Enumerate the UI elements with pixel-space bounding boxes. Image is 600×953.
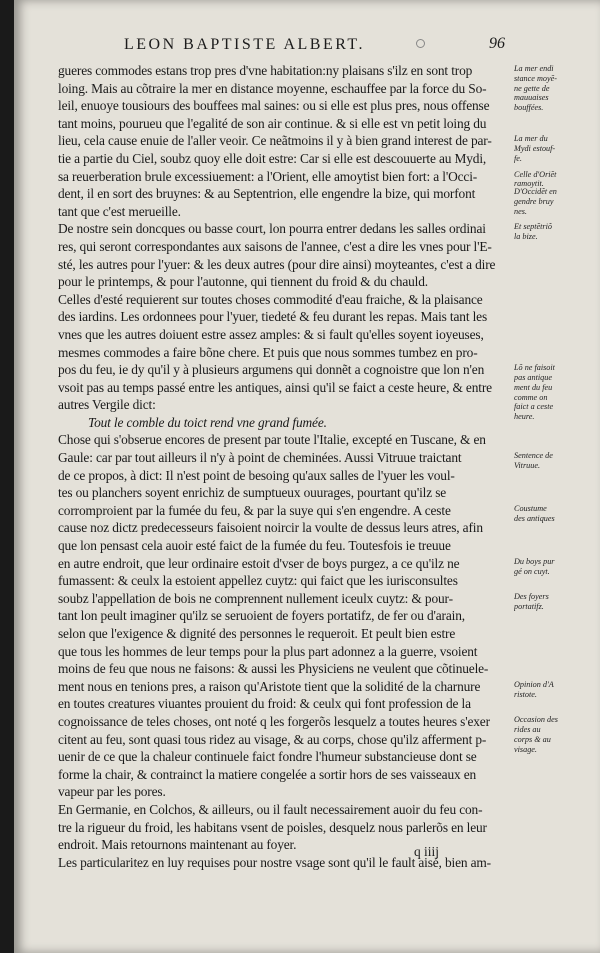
text-line: vnes que les autres doiuent estre assez amples: & si fault qu'elles soyent ioyeuses,: [58, 326, 484, 342]
text-line: Tout le comble du toict rend vne grand fumée.: [88, 414, 327, 430]
margin-note-line: portatifz.: [514, 601, 544, 611]
margin-note-line: nes.: [514, 206, 527, 216]
body-text: [58, 62, 511, 871]
margin-note-line: gendre bruy: [514, 196, 554, 206]
text-line: tie a partie du Ciel, soubz quoy elle doit estre: Car si elle est descouuerte au Mydi,: [58, 150, 487, 166]
margin-note-line: Coustume: [514, 504, 547, 513]
text-line: sa reuerberation brule excessiuement: a l'Orient, elle amoytist bien fort: a l'Occi-: [58, 168, 478, 184]
text-line: que lon pensast cela auoir esté faict de la fumée du feu. Toutesfois ie treuue: [58, 538, 451, 554]
text-line: En Germanie, en Colchos, & ailleurs, ou il fault necessairement auoir du feu con-: [58, 801, 483, 817]
margin-note-line: Vitruue.: [514, 460, 540, 470]
page-number: 96: [489, 35, 505, 52]
margin-note-line: stance moyẽ-: [514, 73, 557, 83]
margin-note-line: des antiques: [514, 513, 555, 523]
text-line: soubz l'appellation de bois ne comprennent nullement iceulx cuytz: & pour-: [58, 590, 453, 606]
ink-speck-ornament: [416, 39, 425, 48]
text-line: vapeur par les pores.: [58, 784, 166, 800]
text-line: gueres commodes estans trop pres d'vne habitation:ny plaisans s'ilz en sont trop: [58, 63, 473, 78]
margin-note: [514, 592, 598, 612]
text-line: corromproient par la fumée du feu, & par la suye qui s'en engendre. A ceste: [58, 502, 451, 518]
margin-note-line: ramoytit.: [514, 179, 544, 189]
text-line: ment nous en tenions pres, a raison qu'Aristote tient que la solidité de la charnure: [58, 678, 481, 694]
margin-note-line: comme on: [514, 392, 548, 402]
margin-note: [514, 557, 598, 577]
text-line: pour le printemps, & pour l'autonne, qui tiennent du froid & du chauld.: [58, 274, 428, 290]
margin-note: [514, 680, 598, 700]
margin-note-line: ne gette de: [514, 83, 550, 93]
text-line: moins de feu que nous ne faisons: & aussi les Physiciens ne veulent que cõtinuele-: [58, 661, 489, 677]
text-line: en toutes creatures viuantes prouient du froid: & ceulx qui font profession de la: [58, 696, 471, 712]
text-line: Gaule: car par tout ailleurs il n'y à point de cheminées. Aussi Vitruue traictant: [58, 450, 462, 466]
text-line: pos du feu, ie dy qu'il y à plusieurs argumens qui donnẽt a cognoistre que lon n'en: [58, 362, 485, 378]
text-line: forme la chair, & contrainct la matiere congelée a sortir hors de ses vaisseaux en: [58, 766, 477, 782]
margin-note: [514, 134, 598, 163]
text-line: Les particularitez en luy requises pour nostre vsage sont qu'il le fault aisé, bien am-: [58, 854, 491, 870]
text-line: De nostre sein doncques ou basse court, lon pourra entrer dedans les salles ordinai: [58, 221, 486, 237]
text-line: leil, enuoye tousiours des bouffees mal saines: ou si elle est plus pres, nous offense: [58, 98, 490, 114]
text-line: tant que c'est merueille.: [58, 203, 181, 219]
margin-note-line: bouffées.: [514, 103, 544, 113]
text-line: que tous les hommes de leur temps pour la plus part adonnez a la guerre, vsoient: [58, 643, 478, 659]
margin-note-line: Celle d'Oriẽt: [514, 169, 557, 179]
text-line: cause noz dictz predecesseurs faisoient noircir la voulte de dessus leurs atres, afin: [58, 520, 483, 536]
margin-note-line: rides au: [514, 724, 541, 734]
margin-note-line: fe.: [514, 153, 522, 163]
text-line: lieu, cela cause enuie de l'aller veoir. Ce neãtmoins il y à bien grand interest de par-: [58, 133, 492, 149]
margin-note-line: visage.: [514, 744, 537, 754]
margin-note-line: Opinion d'A: [514, 680, 554, 689]
text-line: Chose qui s'obserue encores de present par toute l'Italie, excepté en Tuscane, & en: [58, 432, 486, 448]
book-page: [14, 0, 600, 953]
text-line: des iardins. Les ordonnees pour l'yuer, tiedeté & feu durant les repas. Mais tant les: [58, 309, 488, 325]
text-line: en autre endroit, que leur ordinaire estoit d'vser de boys purgez, a ce qu'ilz ne: [58, 555, 460, 571]
margin-note-line: gé on cuyt.: [514, 566, 550, 576]
text-line: loing. Mais au cõtraire la mer en distance moyenne, eschauffee par la force du So-: [58, 80, 487, 96]
text-line: vsoit pas au temps passé entre les antiques, ainsi qu'il se faict a ceste heure, & entre: [58, 379, 492, 395]
text-line: cognoissance de teles choses, ont noté q les forgerõs lesquelz a toutes heures s'exer: [58, 713, 490, 729]
margin-note-line: heure.: [514, 412, 535, 422]
margin-note-line: Occasion des: [514, 715, 558, 725]
margin-note-line: la bize.: [514, 232, 538, 242]
margin-note: [514, 451, 598, 471]
margin-note-line: pas antique: [514, 372, 552, 382]
margin-note-line: faict a ceste: [514, 402, 554, 412]
margin-note: [514, 715, 598, 754]
text-line: selon que l'exigence & dignité des personnes le requeroit. Et peult bien estre: [58, 626, 456, 641]
margin-note-line: corps & au: [514, 734, 551, 744]
margin-note: [514, 504, 598, 524]
text-line: uenir de ce que la chaleur continuele faict fondre l'humeur substancieuse dont se: [58, 749, 477, 765]
text-line: tant lon peult imaginer qu'ilz se seruoient de foyers portatifz, de fer ou d'arain,: [58, 608, 465, 624]
margin-note: [514, 64, 598, 113]
margin-note-line: La mer endi: [514, 64, 554, 73]
text-line: tant moins, pourueu que l'egalité de son air continue. & si elle est vn petit loing du: [58, 115, 487, 131]
margin-note-line: mauuaises: [514, 93, 549, 103]
text-line: res, qui seront correspondantes aux saisons de l'annee, c'est a dire les vnes pour l'E-: [58, 238, 492, 254]
signature-mark: q iiij: [414, 844, 439, 859]
text-line: endroit. Mais retournons maintenant au foyer.: [58, 837, 297, 853]
running-title: LEON BAPTISTE ALBERT.: [124, 36, 366, 53]
page-header: [14, 36, 600, 60]
margin-note-line: Des foyers: [514, 592, 549, 601]
text-line: dent, il en sort des bruynes: & au Septentrion, elle engendre la bize, qui morfont: [58, 186, 476, 202]
margin-note: [514, 222, 598, 242]
margin-note-line: ment du feu: [514, 382, 553, 392]
text-line: autres Vergile dict:: [58, 397, 156, 413]
margin-note-line: ristote.: [514, 689, 537, 699]
text-line: sté, les autres pour l'yuer: & les deux autres (pour dire ainsi) moyteantes, c'est a dire: [58, 256, 496, 272]
text-line: de ce propos, à dict: Il n'est point de besoing qu'aux salles de l'yuer les voul-: [58, 467, 455, 483]
margin-note-line: Du boys pur: [514, 556, 555, 566]
text-line: citent au feu, sont quasi tous ridez au visage, & au corps, chose qu'ilz afferment p-: [58, 731, 487, 747]
text-line: tes ou planchers soyent enrichiz de sumptueux ouurages, pourtant qu'ilz se: [58, 485, 447, 501]
text-line: mesmes commodes a faire bõne chere. Et puis que nous sommes tumbez en pro-: [58, 344, 478, 360]
margin-note: [514, 363, 598, 422]
margin-note-line: La mer du: [514, 134, 548, 144]
text-line: tre la rigueur du froid, les habitans vsent de poisles, desquelz nous parlerõs en leur: [58, 819, 487, 835]
margin-note-line: D'Occidẽt en: [514, 187, 557, 197]
margin-note-line: Sentence de: [514, 451, 553, 461]
margin-note-line: Mydi estouf-: [514, 144, 556, 154]
text-line: Celles d'esté requierent sur toutes choses commodité d'eau fraiche, & la plaisance: [58, 291, 483, 307]
margin-note: [514, 187, 598, 216]
margin-note-line: Et septẽtriõ: [514, 222, 552, 232]
text-line: fumassent: & ceulx la estoient appellez cuytz: qui faict que les iurisconsultes: [58, 573, 458, 589]
margin-note-line: Lõ ne faisoit: [514, 363, 555, 373]
